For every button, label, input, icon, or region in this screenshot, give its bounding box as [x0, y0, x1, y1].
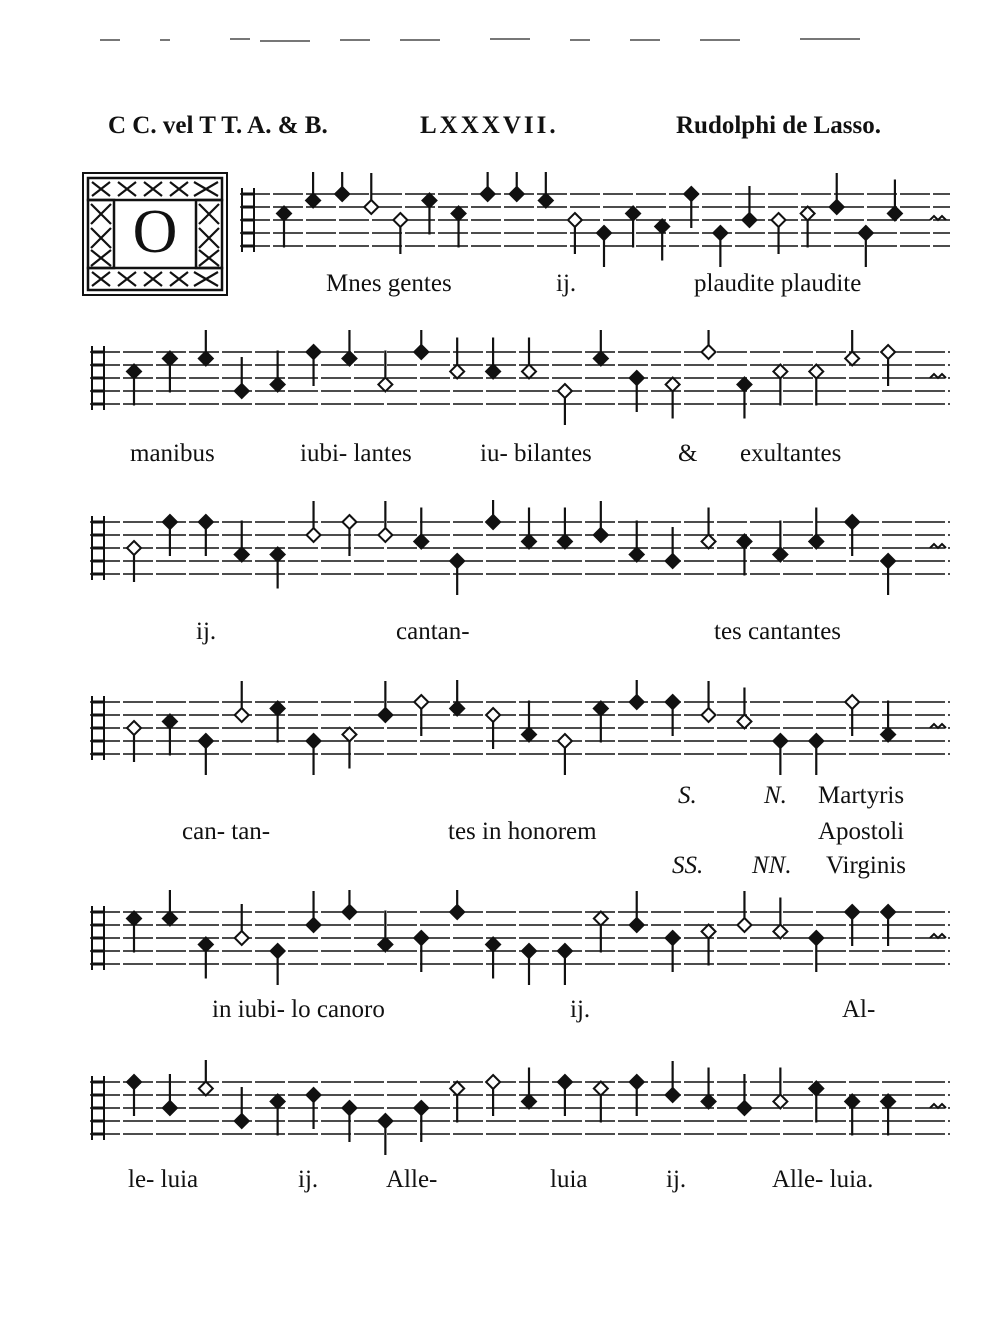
note-head — [845, 1095, 859, 1109]
staff-system-3 — [90, 500, 960, 600]
note-head — [450, 554, 464, 568]
note-head — [378, 378, 392, 392]
note-head — [271, 548, 285, 562]
lyric: Alle- — [386, 1166, 438, 1193]
note-head — [773, 365, 787, 379]
note-head — [307, 345, 321, 359]
note-head — [737, 918, 751, 932]
note-head — [666, 695, 680, 709]
note-head — [881, 554, 895, 568]
note-head — [307, 528, 321, 542]
note-head — [594, 528, 608, 542]
note-head — [702, 1095, 716, 1109]
staff-system-5 — [90, 890, 960, 990]
note-head — [414, 931, 428, 945]
lyric: ij. — [196, 618, 217, 645]
note-head — [342, 352, 356, 366]
note-head — [335, 187, 349, 201]
note-head — [235, 548, 249, 562]
staff-lines — [90, 702, 950, 754]
note-head — [163, 715, 177, 729]
note-head — [522, 728, 536, 742]
note-head — [630, 918, 644, 932]
staff-system-4 — [90, 680, 960, 780]
note-head — [307, 918, 321, 932]
composer-name: Rudolphi de Lasso. — [676, 112, 881, 139]
note-head — [684, 187, 698, 201]
note-head — [773, 734, 787, 748]
note-head — [422, 194, 436, 208]
lyric: luia — [550, 1166, 588, 1193]
lyric: iu- bilantes — [480, 440, 592, 467]
lyric: exultantes — [740, 440, 842, 467]
note-head — [630, 371, 644, 385]
note-head — [127, 541, 141, 555]
note-head — [342, 515, 356, 529]
note-head — [271, 378, 285, 392]
staff-system-6 — [90, 1060, 960, 1160]
note-head — [594, 352, 608, 366]
lyric: ij. — [556, 270, 577, 297]
note-head — [450, 905, 464, 919]
note-head — [888, 207, 902, 221]
note-head — [450, 1082, 464, 1096]
note-head — [881, 345, 895, 359]
note-head — [702, 925, 716, 939]
lyric: SS. — [672, 852, 704, 879]
note-head — [702, 535, 716, 549]
staff-bracket — [242, 188, 254, 252]
lyric: can- tan- — [182, 818, 271, 845]
note-head — [558, 535, 572, 549]
staff-system-2 — [90, 330, 960, 430]
initial-letter: O — [132, 198, 178, 266]
lyric: & — [678, 440, 698, 467]
note-head — [773, 1095, 787, 1109]
lyric: iubi- lantes — [300, 440, 412, 467]
staff-lines — [90, 352, 950, 404]
note-head — [342, 1101, 356, 1115]
note-head — [127, 365, 141, 379]
note-head — [713, 226, 727, 240]
note-head — [307, 1088, 321, 1102]
lyric: Martyris — [818, 782, 905, 809]
note-head — [539, 194, 553, 208]
note-head — [163, 515, 177, 529]
note-head — [558, 1075, 572, 1089]
note-head — [450, 365, 464, 379]
note-head — [199, 352, 213, 366]
note-head — [845, 515, 859, 529]
note-head — [235, 1114, 249, 1128]
note-head — [163, 912, 177, 926]
note-head — [342, 728, 356, 742]
lyric: Alle- luia. — [772, 1166, 874, 1193]
note-head — [378, 938, 392, 952]
note-head — [277, 207, 291, 221]
note-head — [594, 912, 608, 926]
note-head — [594, 702, 608, 716]
lyric: Al- — [842, 996, 876, 1023]
note-head — [809, 535, 823, 549]
note-head — [845, 352, 859, 366]
lyric: tes cantantes — [714, 618, 842, 645]
note-head — [666, 378, 680, 392]
staff-bracket — [92, 696, 104, 760]
note-head — [630, 1075, 644, 1089]
note-head — [271, 944, 285, 958]
note-head — [630, 548, 644, 562]
staff-bracket — [92, 1076, 104, 1140]
staff-bracket — [92, 346, 104, 410]
note-head — [881, 905, 895, 919]
note-head — [666, 931, 680, 945]
note-head — [378, 528, 392, 542]
note-head — [845, 905, 859, 919]
note-head — [594, 1082, 608, 1096]
note-head — [702, 708, 716, 722]
note-head — [742, 213, 756, 227]
note-head — [414, 1101, 428, 1115]
note-head — [737, 1101, 751, 1115]
note-head — [235, 384, 249, 398]
note-head — [568, 213, 582, 227]
note-head — [809, 931, 823, 945]
lyric: cantan- — [396, 618, 470, 645]
note-head — [199, 515, 213, 529]
note-head — [307, 734, 321, 748]
note-head — [773, 925, 787, 939]
page-header — [0, 112, 1000, 152]
note-head — [271, 702, 285, 716]
note-head — [306, 194, 320, 208]
note-head — [163, 1101, 177, 1115]
note-head — [881, 1095, 895, 1109]
note-head — [702, 345, 716, 359]
lyric: ij. — [666, 1166, 687, 1193]
lyric: NN. — [752, 852, 792, 879]
note-head — [801, 207, 815, 221]
lyric: Virginis — [826, 852, 906, 879]
lyric: Mnes gentes — [326, 270, 452, 297]
note-head — [510, 187, 524, 201]
note-head — [859, 226, 873, 240]
note-head — [271, 1095, 285, 1109]
lyric: plaudite plaudite — [694, 270, 862, 297]
note-head — [414, 695, 428, 709]
lyric: S. — [678, 782, 697, 809]
note-head — [737, 715, 751, 729]
note-head — [486, 708, 500, 722]
voice-label: C C. vel T T. A. & B. — [108, 112, 328, 139]
staff-bracket — [92, 906, 104, 970]
note-head — [772, 213, 786, 227]
note-head — [127, 912, 141, 926]
note-head — [452, 207, 466, 221]
note-head — [773, 548, 787, 562]
note-head — [597, 226, 611, 240]
note-head — [655, 220, 669, 234]
note-head — [845, 695, 859, 709]
note-head — [199, 734, 213, 748]
lyric: ij. — [570, 996, 591, 1023]
note-head — [414, 535, 428, 549]
note-head — [630, 695, 644, 709]
note-head — [558, 944, 572, 958]
staff-bracket — [92, 516, 104, 580]
piece-number: LXXXVII. — [420, 112, 559, 139]
note-head — [450, 702, 464, 716]
lyric: tes in honorem — [448, 818, 597, 845]
note-head — [558, 734, 572, 748]
note-head — [486, 365, 500, 379]
note-head — [558, 384, 572, 398]
note-head — [809, 1082, 823, 1096]
note-head — [666, 554, 680, 568]
note-head — [881, 728, 895, 742]
note-head — [830, 200, 844, 214]
note-head — [163, 352, 177, 366]
note-head — [127, 721, 141, 735]
note-head — [414, 345, 428, 359]
note-head — [486, 1075, 500, 1089]
note-head — [393, 213, 407, 227]
note-head — [127, 1075, 141, 1089]
staff-lines — [240, 194, 950, 246]
note-head — [666, 1088, 680, 1102]
lyric: in iubi- lo canoro — [212, 996, 385, 1023]
note-head — [626, 207, 640, 221]
note-head — [737, 535, 751, 549]
note-head — [364, 200, 378, 214]
note-head — [522, 535, 536, 549]
lyric: Apostoli — [818, 818, 905, 845]
staff-lines — [90, 522, 950, 574]
note-head — [342, 905, 356, 919]
note-head — [809, 734, 823, 748]
lyric: N. — [764, 782, 787, 809]
note-head — [522, 944, 536, 958]
note-head — [235, 931, 249, 945]
lyric: ij. — [298, 1166, 319, 1193]
note-head — [199, 938, 213, 952]
note-head — [235, 708, 249, 722]
note-head — [486, 515, 500, 529]
note-head — [809, 365, 823, 379]
top-ornament-rule — [100, 34, 920, 46]
note-head — [378, 1114, 392, 1128]
note-head — [522, 365, 536, 379]
lyric: manibus — [130, 440, 215, 467]
note-head — [737, 378, 751, 392]
note-head — [199, 1082, 213, 1096]
note-head — [481, 187, 495, 201]
lyric: le- luia — [128, 1166, 199, 1193]
staff-system-1 — [90, 172, 960, 272]
note-head — [486, 938, 500, 952]
note-head — [378, 708, 392, 722]
note-head — [522, 1095, 536, 1109]
